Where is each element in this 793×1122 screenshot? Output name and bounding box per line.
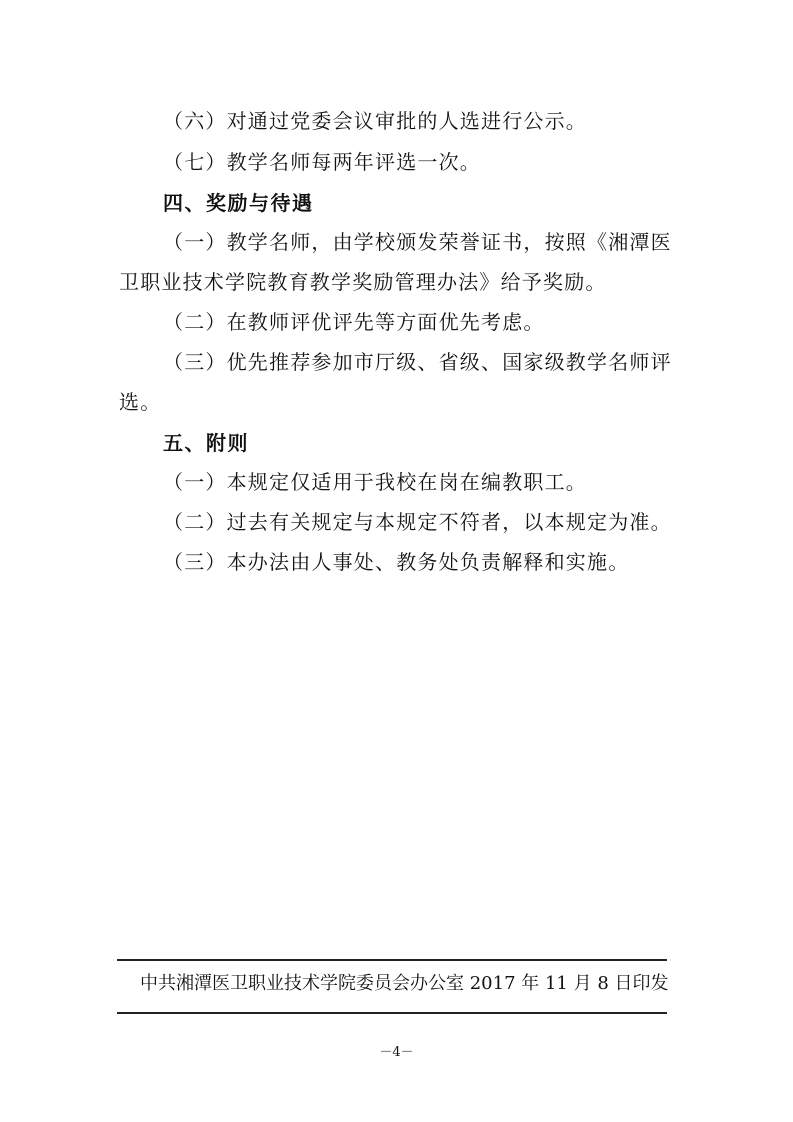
clause-7: （七）教学名师每两年评选一次。 (163, 150, 481, 174)
appendix-clause-2: （二）过去有关规定与本规定不符者，以本规定为准。 (163, 510, 672, 534)
clause-6: （六）对通过党委会议审批的人选进行公示。 (163, 109, 587, 133)
footer-bottom-rule (117, 1012, 667, 1014)
rewards-clause-1-line-2: 卫职业技术学院教育教学奖励管理办法》给予奖励。 (119, 270, 607, 294)
rewards-clause-2: （二）在教师评优评先等方面优先考虑。 (163, 310, 545, 334)
rewards-clause-3-line-1: （三）优先推荐参加市厅级、省级、国家级教学名师评 (163, 350, 672, 374)
rewards-clause-3-line-2: 选。 (119, 390, 162, 414)
appendix-clause-3: （三）本办法由人事处、教务处负责解释和实施。 (163, 550, 630, 574)
footer-top-rule (117, 959, 667, 961)
page-number: －4－ (379, 1045, 414, 1060)
rewards-clause-1-line-1: （一）教学名师，由学校颁发荣誉证书，按照《湘潭医 (163, 230, 672, 254)
appendix-clause-1: （一）本规定仅适用于我校在岗在编教职工。 (163, 470, 587, 494)
section-heading-rewards: 四、奖励与待遇 (163, 191, 314, 215)
footer-issuer: 中共湘潭医卫职业技术学院委员会办公室 2017 年 11 月 8 日印发 (140, 973, 669, 994)
section-heading-appendix: 五、附则 (163, 431, 249, 455)
